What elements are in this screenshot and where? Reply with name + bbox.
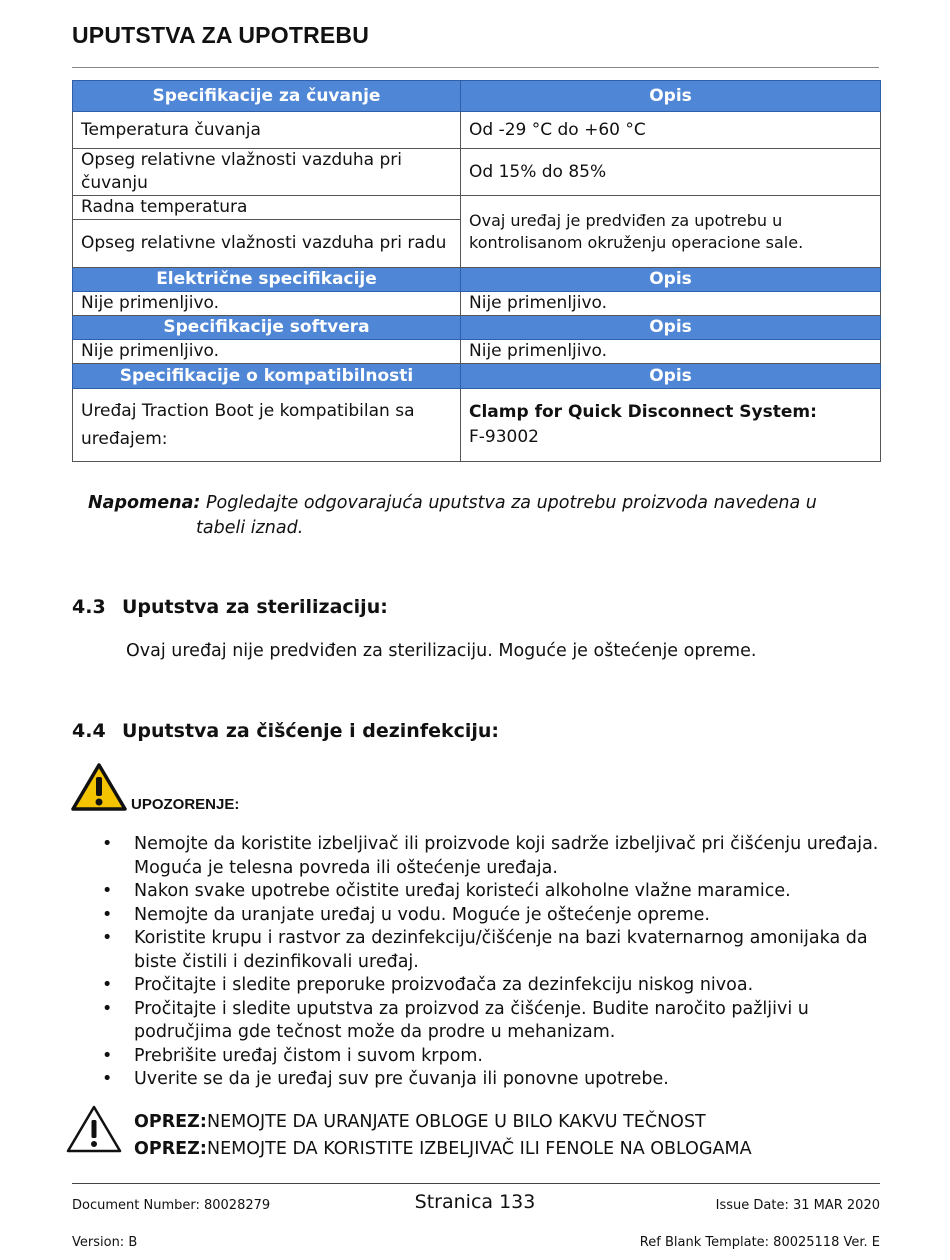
table-header-row-storage (73, 81, 881, 112)
document-number: Document Number: 80028279 (72, 1198, 271, 1213)
table-cell (461, 389, 881, 462)
section-title: Uputstva za sterilizaciju: (122, 596, 388, 618)
table-cell: Od 15% do 85% (461, 149, 881, 196)
reference-template: Ref Blank Template: 80025118 Ver. E (639, 1235, 880, 1250)
table-cell: Radna temperatura (73, 196, 461, 220)
list-item: • Uverite se da je uređaj suv pre čuvanja ili ponovne upotrebe. (96, 1068, 886, 1092)
table-row (73, 112, 881, 149)
table-cell: Opseg relativne vlažnosti vazduha pri radu (73, 220, 461, 268)
table-header-cell: Električne specifikacije (73, 268, 461, 292)
specifications-table (72, 80, 881, 462)
table-header-cell: Specifikacije softvera (73, 316, 461, 340)
table-cell: Nije primenljivo. (73, 340, 461, 364)
section-title: Uputstva za čišćenje i dezinfekciju: (122, 720, 500, 742)
table-header-cell: Specifikacije o kompatibilnosti (73, 364, 461, 389)
table-row (73, 292, 881, 316)
section-heading-sterilization (72, 596, 388, 618)
compatible-device-code: F-93002 (469, 427, 539, 447)
warning-label: UPOZORENJE: (131, 796, 240, 813)
table-header-cell: Opis (461, 364, 881, 389)
footer-divider (72, 1183, 880, 1184)
table-cell: Uređaj Traction Boot je kompatibilan sa uređajem: (73, 389, 461, 462)
note-text-continued: tabeli iznad. (196, 518, 304, 538)
table-cell: Nije primenljivo. (461, 292, 881, 316)
document-version: Version: B (72, 1235, 138, 1250)
table-header-cell: Opis (461, 268, 881, 292)
compatible-device-name: Clamp for Quick Disconnect System: (469, 402, 817, 422)
table-header-cell: Opis (461, 316, 881, 340)
list-item: • Prebrišite uređaj čistom i suvom krpom. (96, 1045, 886, 1069)
page-header-title: UPUTSTVA ZA UPOTREBU (72, 22, 370, 48)
list-item: • Koristite krupu i rastvor za dezinfekciju/čišćenje na bazi kvaternarnog amonijaka da biste čistili i dezinfikovali uređaj. (96, 927, 886, 974)
caution-line (134, 1112, 706, 1132)
table-note (88, 491, 878, 541)
cleaning-instructions-list (96, 833, 886, 1092)
page-number: Stranica 133 (414, 1191, 536, 1213)
issue-date: Issue Date: 31 MAR 2020 (715, 1198, 880, 1213)
table-cell: Temperatura čuvanja (73, 112, 461, 149)
table-header-row-electrical (73, 268, 881, 292)
header-divider (72, 67, 879, 68)
table-header-row-compatibility (73, 364, 881, 389)
list-item: • Pročitajte i sledite preporuke proizvođača za dezinfekciju niskog nivoa. (96, 974, 886, 998)
note-text: Pogledajte odgovarajuća uputstva za upotrebu proizvoda navedena u (205, 493, 817, 513)
section-number: 4.3 (72, 596, 106, 618)
table-cell: Opseg relativne vlažnosti vazduha pri čuvanju (73, 149, 461, 196)
table-header-row-software (73, 316, 881, 340)
table-row (73, 149, 881, 196)
table-cell-merged: Ovaj uređaj je predviđen za upotrebu u kontrolisanom okruženju operacione sale. (461, 196, 881, 268)
list-item: • Nemojte da uranjate uređaj u vodu. Moguće je oštećenje opreme. (96, 904, 886, 928)
table-header-cell: Specifikacije za čuvanje (73, 81, 461, 112)
note-label: Napomena: (88, 493, 201, 513)
caution-label: OPREZ: (134, 1112, 207, 1132)
list-item: • Nakon svake upotrebe očistite uređaj koristeći alkoholne vlažne maramice. (96, 880, 886, 904)
table-header-cell: Opis (461, 81, 881, 112)
table-row (73, 340, 881, 364)
section-heading-cleaning (72, 720, 499, 742)
caution-line (134, 1139, 752, 1159)
table-cell: Nije primenljivo. (461, 340, 881, 364)
list-item: • Pročitajte i sledite uputstva za proizvod za čišćenje. Budite naročito pažljivi u područjima gde tečnost može da prodre u mehanizam. (96, 998, 886, 1045)
caution-triangle-icon (66, 1104, 122, 1158)
table-cell: Nije primenljivo. (73, 292, 461, 316)
caution-text: NEMOJTE DA URANJATE OBLOGE U BILO KAKVU TEČNOST (207, 1112, 706, 1132)
warning-triangle-icon (71, 762, 127, 816)
caution-text: NEMOJTE DA KORISTITE IZBELJIVAČ ILI FENOLE NA OBLOGAMA (207, 1139, 752, 1159)
table-cell: Od -29 °C do +60 °C (461, 112, 881, 149)
caution-label: OPREZ: (134, 1139, 207, 1159)
list-item: • Nemojte da koristite izbeljivač ili proizvode koji sadrže izbeljivač pri čišćenju uređaja. Moguća je telesna povreda ili oštećenje uređaja. (96, 833, 886, 880)
table-row (73, 196, 881, 220)
section-number: 4.4 (72, 720, 106, 742)
sterilization-text: Ovaj uređaj nije predviđen za sterilizaciju. Moguće je oštećenje opreme. (126, 641, 757, 661)
table-row (73, 389, 881, 462)
